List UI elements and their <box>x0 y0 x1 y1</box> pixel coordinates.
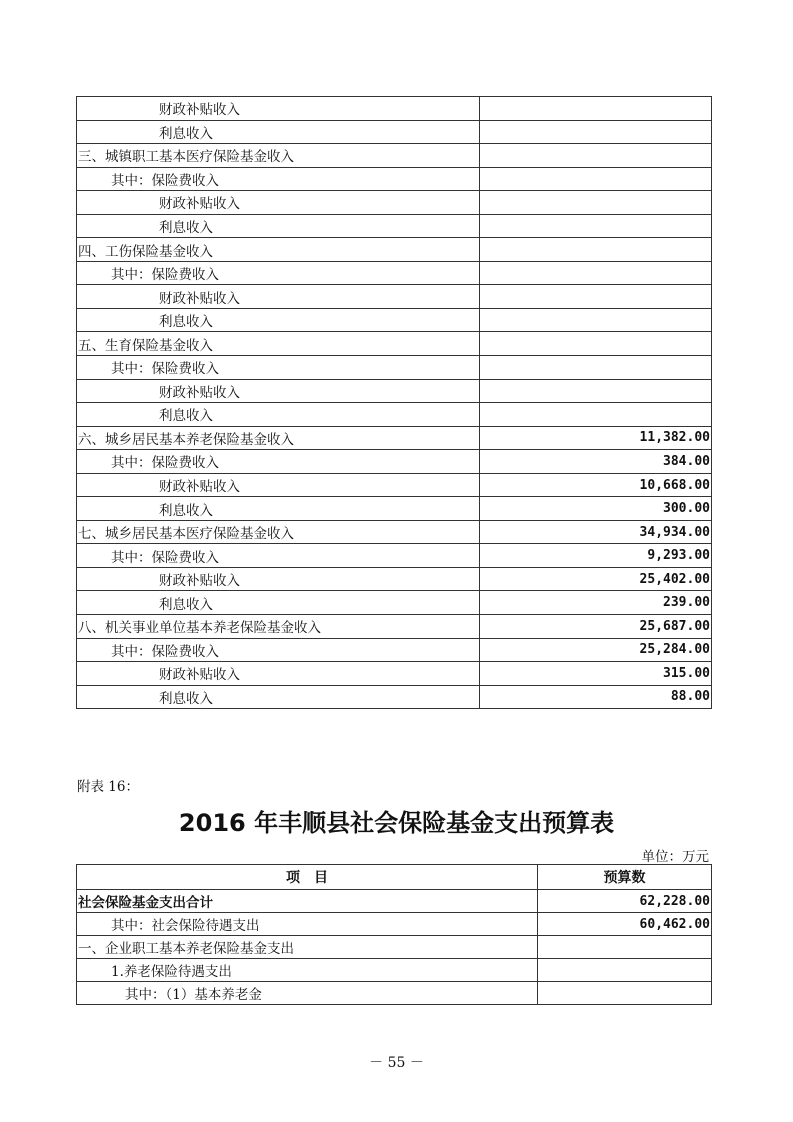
table-row <box>77 403 712 427</box>
table-row <box>77 332 712 356</box>
row-label: 其中：社会保险待遇支出 <box>77 913 538 936</box>
row-value <box>480 332 712 356</box>
expenditure-table <box>76 864 712 1005</box>
row-label: 1.养老保险待遇支出 <box>77 959 538 982</box>
row-value: 34,934.00 <box>480 520 712 544</box>
row-label: 财政补贴收入 <box>77 97 480 121</box>
table-row <box>77 97 712 121</box>
row-value <box>480 285 712 309</box>
table-row <box>77 379 712 403</box>
row-value: 88.00 <box>480 685 712 709</box>
table-row <box>77 959 712 982</box>
row-label: 财政补贴收入 <box>77 285 480 309</box>
table-row <box>77 214 712 238</box>
income-table-continued <box>76 96 712 709</box>
row-value <box>480 403 712 427</box>
table-row <box>77 591 712 615</box>
table-row <box>77 615 712 639</box>
expenditure-table-title: 2016 年丰顺县社会保险基金支出预算表 <box>178 809 615 837</box>
row-label: 财政补贴收入 <box>77 191 480 215</box>
row-value: 384.00 <box>480 450 712 474</box>
row-value <box>480 97 712 121</box>
row-value <box>480 167 712 191</box>
table-row <box>77 285 712 309</box>
table-row <box>77 685 712 709</box>
row-value <box>480 356 712 380</box>
row-value: 25,687.00 <box>480 615 712 639</box>
table-row <box>77 120 712 144</box>
row-value <box>480 191 712 215</box>
table-row <box>77 567 712 591</box>
row-label: 社会保险基金支出合计 <box>77 890 538 913</box>
row-label: 利息收入 <box>77 308 480 332</box>
row-value: 25,284.00 <box>480 638 712 662</box>
row-value: 60,462.00 <box>538 913 712 936</box>
table-row <box>77 308 712 332</box>
header-budget: 预算数 <box>538 865 712 890</box>
row-value <box>538 936 712 959</box>
table-row <box>77 191 712 215</box>
row-label: 利息收入 <box>77 685 480 709</box>
row-value: 10,668.00 <box>480 473 712 497</box>
row-value: 239.00 <box>480 591 712 615</box>
row-label: 六、城乡居民基本养老保险基金收入 <box>77 426 480 450</box>
table-row <box>77 144 712 168</box>
table-row <box>77 261 712 285</box>
row-label: 五、生育保险基金收入 <box>77 332 480 356</box>
row-label: 其中：（1）基本养老金 <box>77 982 538 1005</box>
table-row <box>77 497 712 521</box>
table-row <box>77 426 712 450</box>
row-value <box>480 261 712 285</box>
row-label: 财政补贴收入 <box>77 379 480 403</box>
row-label: 利息收入 <box>77 497 480 521</box>
row-value <box>480 379 712 403</box>
table-row <box>77 450 712 474</box>
table-row <box>77 913 712 936</box>
row-value <box>538 959 712 982</box>
table-row <box>77 473 712 497</box>
table-row <box>77 520 712 544</box>
row-value: 315.00 <box>480 662 712 686</box>
row-label: 一、企业职工基本养老保险基金支出 <box>77 936 538 959</box>
page-number: － 55 － <box>369 1055 424 1071</box>
row-label: 其中：保险费收入 <box>77 261 480 285</box>
row-label: 七、城乡居民基本医疗保险基金收入 <box>77 520 480 544</box>
row-value: 9,293.00 <box>480 544 712 568</box>
row-value <box>480 144 712 168</box>
unit-label: 单位：万元 <box>641 849 709 865</box>
row-label: 其中：保险费收入 <box>77 544 480 568</box>
row-value: 62,228.00 <box>538 890 712 913</box>
row-label: 其中：保险费收入 <box>77 356 480 380</box>
row-value <box>480 120 712 144</box>
row-value <box>480 214 712 238</box>
row-label: 其中：保险费收入 <box>77 167 480 191</box>
table-row <box>77 662 712 686</box>
row-label: 三、城镇职工基本医疗保险基金收入 <box>77 144 480 168</box>
table-row <box>77 356 712 380</box>
appendix-label: 附表 16： <box>77 779 139 795</box>
row-label: 利息收入 <box>77 214 480 238</box>
row-label: 八、机关事业单位基本养老保险基金收入 <box>77 615 480 639</box>
table-row <box>77 167 712 191</box>
row-label: 四、工伤保险基金收入 <box>77 238 480 262</box>
row-label: 利息收入 <box>77 403 480 427</box>
table-row <box>77 890 712 913</box>
row-value <box>538 982 712 1005</box>
header-row <box>77 865 712 890</box>
row-label: 利息收入 <box>77 591 480 615</box>
row-value: 25,402.00 <box>480 567 712 591</box>
row-label: 财政补贴收入 <box>77 473 480 497</box>
row-label: 财政补贴收入 <box>77 567 480 591</box>
table-row <box>77 238 712 262</box>
row-label: 其中：保险费收入 <box>77 638 480 662</box>
table-row <box>77 936 712 959</box>
row-value <box>480 238 712 262</box>
table-row <box>77 638 712 662</box>
table-row <box>77 982 712 1005</box>
header-item: 项 目 <box>77 865 538 890</box>
row-label: 其中：保险费收入 <box>77 450 480 474</box>
row-label: 财政补贴收入 <box>77 662 480 686</box>
table-row <box>77 544 712 568</box>
row-value: 300.00 <box>480 497 712 521</box>
row-value <box>480 308 712 332</box>
row-label: 利息收入 <box>77 120 480 144</box>
row-value: 11,382.00 <box>480 426 712 450</box>
